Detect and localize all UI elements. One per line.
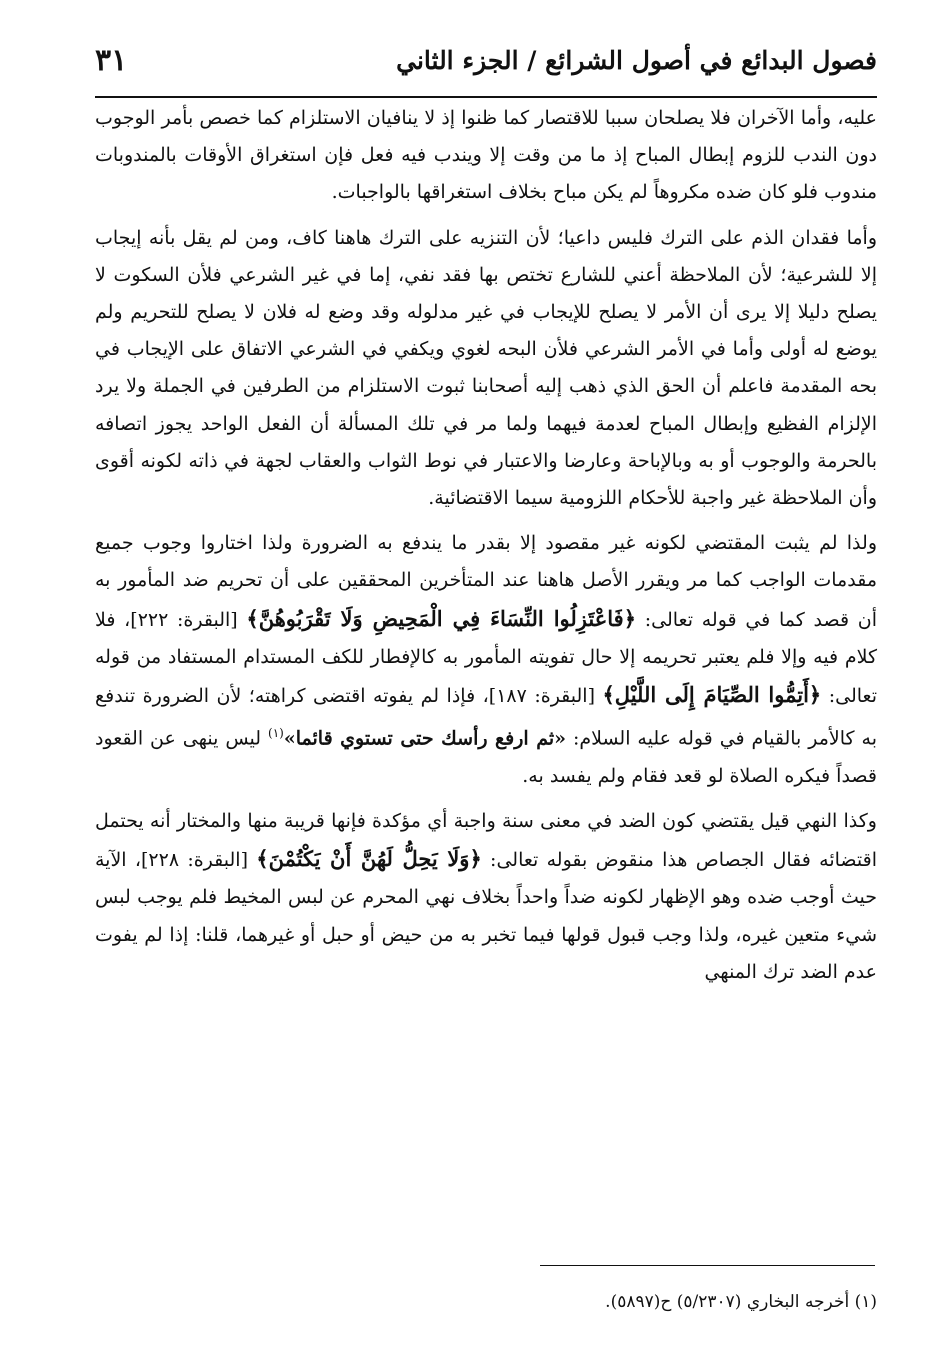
paragraph-text: ولذا لم يثبت المقتضي لكونه غير مقصود إلا بقدر ما يندفع به الضرورة ولذا اختاروا وجوب جميع مقدمات الواجب كما مر ويقرر الأصل هاهنا عند المتأخرين المحققين على أن تحريم ضد المأمور به أن قصد كما في قوله تعالى: (95, 532, 877, 631)
header-divider (95, 96, 877, 98)
paragraph-text: [البقرة: ٢٢٢]، فلا كلام فيه وإلا فلم يعتبر تحريمه إلا حال تفويته المأمور به كالإفطار للكف المستدام المستفاد من قوله تعالى: (95, 608, 878, 708)
quran-quote: ﴿فَاعْتَزِلُوا النِّسَاءَ فِي الْمَحِيضِ وَلَا تَقْرَبُوهُنَّ﴾ (246, 605, 637, 631)
main-text (95, 100, 877, 991)
paragraph (95, 220, 877, 518)
quran-quote: ﴿وَلَا يَحِلُّ لَهُنَّ أَنْ يَكْتُمْنَ﴾ (256, 846, 482, 872)
footnote-divider (540, 1265, 875, 1266)
paragraph-text: عليه، وأما الآخران فلا يصلحان سببا للاقتصار كما ظنوا إذ لا ينافيان الاستلزام كما خصص بأمر الوجوب دون الندب للزوم إبطال المباح إذ ما من وقت إلا ويندب فيه فعل فإن استغراق الأوقات بالمندوبات مندوب فلو كان ضده مكروهاً لم يكن مباح بخلاف استغراقها بالواجبات. (95, 107, 877, 204)
paragraph-text: ليس ينهى عن القعود قصداً فيكره الصلاة لو قعد فقام ولم يفسد به. (95, 727, 877, 787)
running-header (95, 30, 877, 90)
footnote-reference: (١) (268, 726, 284, 741)
footnote: (١) أخرجه البخاري (٥/٢٣٠٧) ح(٥٨٩٧). (605, 1292, 877, 1312)
paragraph (95, 803, 877, 991)
quran-quote: ﴿أَتِمُّوا الصِّيَامَ إِلَى اللَّيْلِ﴾ (602, 682, 822, 708)
paragraph-text: [البقرة: ٢٢٨]، الآية حيث أوجب ضده وهو الإظهار لكونه ضداً واحداً بخلاف نهي المحرم عن لبس المخيط فلم يوجب لبس شيء متعين غيره، ولذا وجب قبول قولها فيما تخبر به من حيض أو حبل أو غيرهما، قلنا: إذا لم يفوت عدم الضد ترك المنهي (95, 849, 877, 983)
paragraph (95, 525, 877, 795)
paragraph (95, 100, 877, 212)
header-title: فصول البدائع في أصول الشرائع / الجزء الثاني (396, 45, 877, 75)
paragraph-text: وكذا النهي قيل يقتضي كون الضد في معنى سنة واجبة أي مؤكدة فإنها قريبة منها والمختار أنه يحتمل اقتضائه فقال الجصاص هذا منقوض بقوله تعالى: (95, 809, 877, 872)
page-number: ٣١ (95, 42, 128, 78)
paragraph-text: [البقرة: ١٨٧]، فإذا لم يفوته اقتضى كراهته؛ لأن الضرورة تندفع به كالأمر بالقيام في قوله عليه السلام: (95, 685, 877, 750)
hadith-quote: «ثم ارفع رأسك حتى تستوي قائما» (283, 727, 567, 750)
paragraph-text: وأما فقدان الذم على الترك فليس داعيا؛ لأن التنزيه على الترك هاهنا كاف، ومن لم يقل بأنه إيجاب إلا للشرعية؛ لأن الملاحظة أعني للشارع تختص بها فقد نفي، إما في غير الشرعي فلأن السكوت لا يصلح دليلا إلا يرى أن الأمر لا يصلح للإيجاب في غير مدلوله وقد وضع له فلان لا يصلح للتحريم ولم يوضع له أولى وأما في الأمر الشرعي فلأن البحه لغوي ويكفي في الشرعي الاتفاق على الإيجاب في بحه المقدمة فاعلم أن الحق الذي ذهب إليه أصحابنا ثبوت الاستلزام من الطرفين في الجملة ولا يرد الإلزام الفظيع وإبطال المباح لعدمة فيهما ولما مر في تلك المسألة أن الفعل الواحد يجوز اتصافه بالحرمة والوجوب أو به وبالإباحة وعارضا والاعتبار في نوط الثواب والعقاب لجهة في ذاته لكونه أقوى وأن الملاحظة غير واجبة للأحكام اللزومية سيما الاقتضائية. (95, 226, 877, 510)
